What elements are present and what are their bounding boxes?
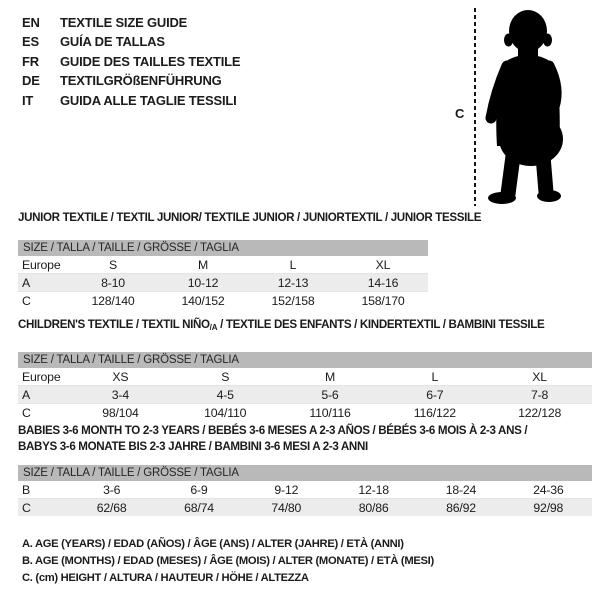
babies-title-line1: BABIES 3-6 MONTH TO 2-3 YEARS / BEBÉS 3-6 MESES A 2-3 AÑOS / BÉBÉS 3-6 MOIS À 2-3 ANS / (18, 424, 528, 437)
children-size-header-bar: SIZE / TALLA / TAILLE / GRÖSSE / TAGLIA (18, 352, 592, 368)
months-cell: 3-6 (103, 482, 121, 497)
age-cell: 10-12 (187, 275, 219, 290)
language-code: ES (22, 34, 39, 50)
language-code: IT (22, 92, 34, 108)
months-cell: 18-24 (445, 482, 477, 497)
babies-table-title (18, 423, 592, 455)
height-cell: 68/74 (184, 500, 214, 515)
size-cell: M (197, 257, 209, 272)
age-cell: 3-4 (111, 387, 129, 402)
age-cell: 14-16 (367, 275, 399, 290)
row-label: Europe (22, 257, 61, 272)
language-row-fr (22, 52, 240, 71)
title-subscript: /A (209, 323, 218, 332)
height-cell: 80/86 (358, 500, 389, 515)
junior-size-header-bar: SIZE / TALLA / TAILLE / GRÖSSE / TAGLIA (18, 240, 428, 256)
table-row (18, 274, 428, 292)
height-measure-dashed-line (474, 8, 476, 206)
size-cell: S (221, 369, 230, 384)
language-code: FR (22, 53, 39, 69)
footnote-c: C. (cm) HEIGHT / ALTURA / HAUTEUR / HÖHE / ALTEZZA (22, 572, 309, 585)
age-cell: 6-7 (426, 387, 444, 402)
language-title: TEXTILGRÖßENFÜHRUNG (60, 73, 222, 89)
table-row (18, 404, 592, 422)
height-cell: 62/68 (96, 500, 127, 515)
babies-title-line2: BABYS 3-6 MONATE BIS 2-3 JAHRE / BAMBINI 3-6 MESI A 2-3 ANNI (18, 440, 368, 453)
size-cell: XS (112, 369, 129, 384)
footnote-legend (22, 536, 434, 588)
size-cell: XL (532, 369, 547, 384)
size-cell: S (108, 257, 117, 272)
height-cell: 140/152 (181, 293, 225, 308)
age-cell: 8-10 (101, 275, 125, 290)
months-cell: 12-18 (358, 482, 389, 497)
height-cell: 74/80 (271, 500, 302, 515)
table-row (18, 256, 428, 274)
table-row (18, 386, 592, 404)
junior-size-table (18, 256, 428, 309)
row-label: C (22, 500, 31, 515)
table-row (18, 499, 592, 517)
row-label: A (22, 387, 31, 402)
footnote-b: B. AGE (MONTHS) / EDAD (MESES) / ÂGE (MOIS) / ALTER (MONATE) / ETÀ (MESI) (22, 555, 434, 568)
children-size-table (18, 368, 592, 421)
height-cell: 92/98 (533, 500, 564, 515)
babies-size-table (18, 481, 592, 516)
row-label: C (22, 293, 31, 308)
children-table-title (18, 317, 592, 335)
row-label: B (22, 482, 31, 497)
babies-size-header-bar: SIZE / TALLA / TAILLE / GRÖSSE / TAGLIA (18, 465, 592, 481)
table-row (18, 481, 592, 499)
row-label: A (22, 275, 31, 290)
junior-table-title: JUNIOR TEXTILE / TEXTIL JUNIOR/ TEXTILE JUNIOR / JUNIORTEXTIL / JUNIOR TESSILE (18, 211, 482, 224)
children-textile-section (18, 317, 592, 421)
age-cell: 12-13 (277, 275, 309, 290)
age-cell: 7-8 (531, 387, 549, 402)
language-row-es (22, 32, 240, 51)
table-row (18, 292, 428, 310)
size-cell: L (289, 257, 297, 272)
height-cell: 116/122 (413, 405, 456, 420)
row-label: Europe (22, 369, 61, 384)
height-cell: 122/128 (518, 405, 562, 420)
language-row-en (22, 13, 240, 32)
language-code: DE (22, 73, 40, 89)
months-cell: 9-12 (274, 482, 299, 497)
language-title: TEXTILE SIZE GUIDE (60, 15, 188, 30)
language-row-it (22, 91, 240, 110)
baby-silhouette-image (483, 6, 573, 206)
height-cell: 110/116 (309, 405, 351, 420)
age-cell: 5-6 (321, 387, 339, 402)
height-cell: 152/158 (271, 293, 315, 308)
age-cell: 4-5 (216, 387, 234, 402)
language-row-de (22, 71, 240, 90)
footnote-a: A. AGE (YEARS) / EDAD (AÑOS) / ÂGE (ANS) / ALTER (JAHRE) / ETÀ (ANNI) (22, 538, 404, 550)
height-cell: 98/104 (102, 405, 139, 420)
height-marker-label: C (455, 106, 465, 121)
language-title: GUIDA ALLE TAGLIE TESSILI (60, 92, 237, 108)
title-text: CHILDREN'S TEXTILE / TEXTIL NIÑO (18, 318, 210, 331)
size-cell: M (324, 369, 336, 384)
language-code: EN (22, 15, 40, 30)
height-cell: 86/92 (446, 500, 476, 515)
size-cell: XL (375, 257, 391, 272)
height-cell: 128/140 (91, 293, 135, 308)
height-cell: 104/110 (204, 405, 247, 420)
table-row (18, 368, 592, 386)
language-legend (22, 13, 240, 110)
height-cell: 158/170 (361, 293, 405, 308)
title-text: / TEXTILE DES ENFANTS / KINDERTEXTIL / BAMBINI TESSILE (217, 318, 545, 331)
junior-textile-section (18, 210, 482, 309)
months-cell: 6-9 (190, 482, 208, 497)
language-title: GUÍA DE TALLAS (60, 34, 165, 50)
size-cell: L (431, 369, 439, 384)
language-title: GUIDE DES TAILLES TEXTILE (60, 53, 241, 69)
babies-textile-section (18, 423, 592, 516)
months-cell: 24-36 (533, 482, 564, 497)
row-label: C (22, 405, 31, 420)
